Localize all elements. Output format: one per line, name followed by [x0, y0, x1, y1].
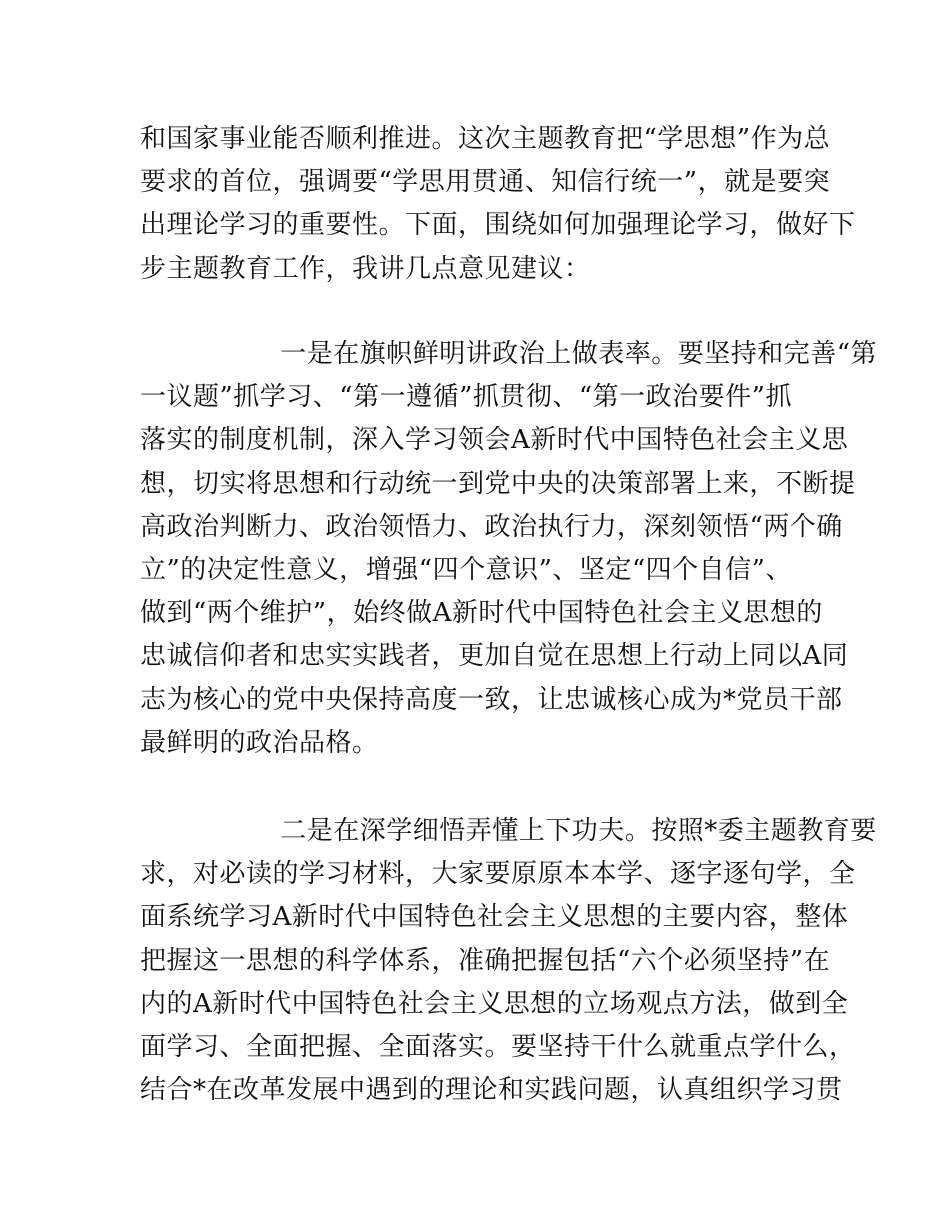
text-line: 高政治判断力、政治领悟力、政治执行力，深刻领悟“两个确	[140, 511, 843, 542]
text-line: 面学习、全面把握、全面落实。要坚持干什么就重点学什么，	[140, 1031, 856, 1062]
text-line: 想，切实将思想和行动统一到党中央的决策部署上来，不断提	[140, 468, 856, 499]
text-line: 内的A新时代中国特色社会主义思想的立场观点方法，做到全	[140, 988, 849, 1019]
text-line: 求，对必读的学习材料，大家要原原本本学、逐字逐句学，全	[140, 859, 856, 890]
text-line: 一是在旗帜鲜明讲政治上做表率。要坚持和完善“第	[140, 339, 878, 369]
text-line: 步主题教育工作，我讲几点意见建议：	[140, 253, 591, 284]
text-line: 最鲜明的政治品格。	[140, 727, 379, 758]
text-line: 一议题”抓学习、“第一遵循”抓贯彻、“第一政治要件”抓	[140, 382, 792, 413]
text-line: 出理论学习的重要性。下面，围绕如何加强理论学习，做好下	[140, 210, 856, 241]
text-line: 忠诚信仰者和忠实实践者，更加自觉在思想上行动上同以A同	[140, 641, 849, 672]
paragraph-point-two	[140, 810, 877, 1112]
text-line: 结合*在改革发展中遇到的理论和实践问题，认真组织学习贯	[140, 1075, 843, 1106]
text-line: 要求的首位，强调要“学思用贯通、知信行统一”，就是要突	[140, 167, 831, 198]
paragraph-point-one	[140, 333, 878, 765]
text-line: 立”的决定性意义，增强“四个意识”、坚定“四个自信”、	[140, 554, 792, 585]
text-line: 和国家事业能否顺利推进。这次主题教育把“学思想”作为总	[140, 124, 831, 154]
text-line: 落实的制度机制，深入学习领会A新时代中国特色社会主义思	[140, 425, 849, 456]
text-line: 面系统学习A新时代中国特色社会主义思想的主要内容，整体	[140, 902, 849, 933]
text-line: 二是在深学细悟弄懂上下功夫。按照*委主题教育要	[140, 816, 877, 846]
paragraph-intro	[140, 118, 856, 291]
text-line: 做到“两个维护”，始终做A新时代中国特色社会主义思想的	[140, 598, 823, 629]
text-line: 把握这一思想的科学体系，准确把握包括“六个必须坚持”在	[140, 945, 831, 976]
text-line: 志为核心的党中央保持高度一致，让忠诚核心成为*党员干部	[140, 684, 843, 715]
